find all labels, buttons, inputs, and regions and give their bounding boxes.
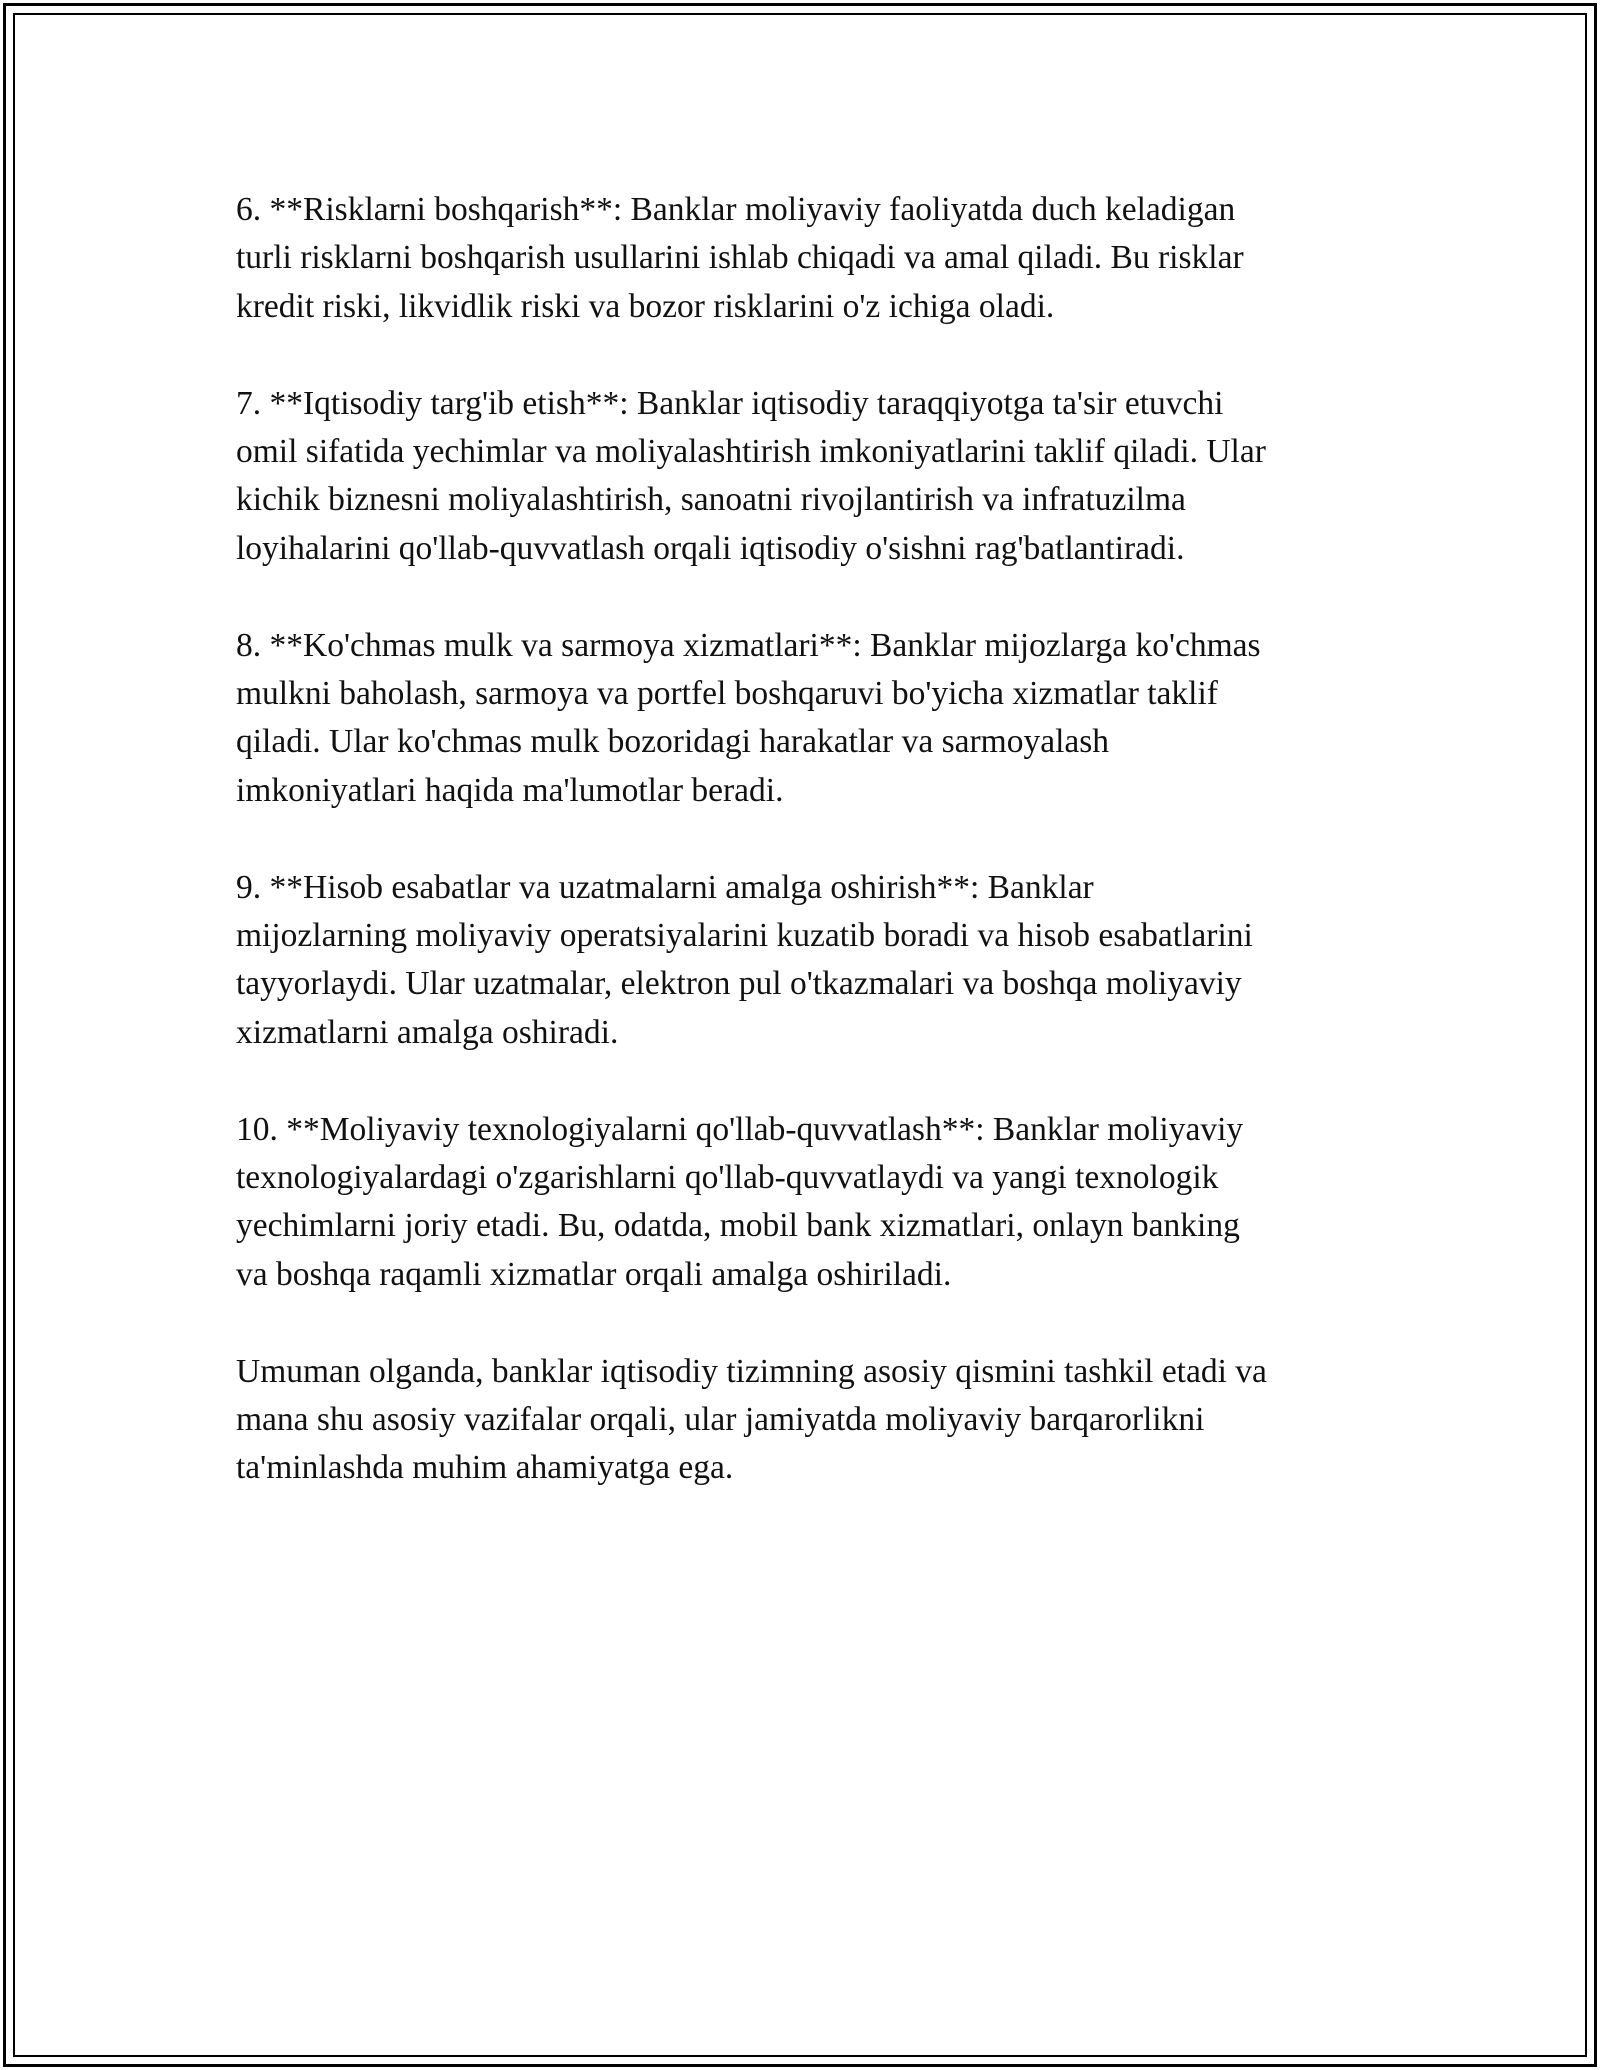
paragraph-fintech-support: 10. **Moliyaviy texnologiyalarni qo'llab-quvvatlash**: Banklar moliyaviy texnologiyalardagi o'zgarishlarni qo'llab-quvvatlaydi va yangi texnologik yechimlarni joriy etadi. Bu, odatda, mobil bank xizmatlari, onlayn banking va boshqa raqamli xizmatlar orqali amalga oshiriladi. [236,1110,1244,1293]
paragraph-accounting-transfers: 9. **Hisob esabatlar va uzatmalarni amalga oshirish**: Banklar mijozlarning moliyaviy operatsiyalarini kuzatib boradi va hisob esabatlarini tayyorlaydi. Ular uzatmalar, elektron pul o'tkazmalari va boshqa moliyaviy xizmatlarni amalga oshiradi. [236,868,1253,1051]
paragraph-conclusion: Umuman olganda, banklar iqtisodiy tizimning asosiy qismini tashkil etadi va mana shu asosiy vazifalar orqali, ular jamiyatda moliyaviy barqarorlikni ta'minlashda muhim ahamiyatga ega. [236,1352,1267,1487]
document-body [236,186,1376,1541]
paragraph-real-estate-investment: 8. **Ko'chmas mulk va sarmoya xizmatlari**: Banklar mijozlarga ko'chmas mulkni baholash, sarmoya va portfel boshqaruvi bo'yicha xizmatlar taklif qiladi. Ular ko'chmas mulk bozoridagi harakatlar va sarmoyalash imkoniyatlari haqida ma'lumotlar beradi. [236,626,1261,809]
paragraph-risk-management: 6. **Risklarni boshqarish**: Banklar moliyaviy faoliyatda duch keladigan turli risklarni boshqarish usullarini ishlab chiqadi va amal qiladi. Bu risklar kredit riski, likvidlik riski va bozor risklarini o'z ichiga oladi. [236,191,1244,325]
paragraph-economic-promotion: 7. **Iqtisodiy targ'ib etish**: Banklar iqtisodiy taraqqiyotga ta'sir etuvchi omil sifatida yechimlar va moliyalashtirish imkoniyatlarini taklif qiladi. Ular kichik biznesni moliyalashtirish, sanoatni rivojlantirish va infratuzilma loyihalarini qo'llab-quvvatlash orqali iqtisodiy o'sishni rag'batlantiradi. [236,384,1266,567]
